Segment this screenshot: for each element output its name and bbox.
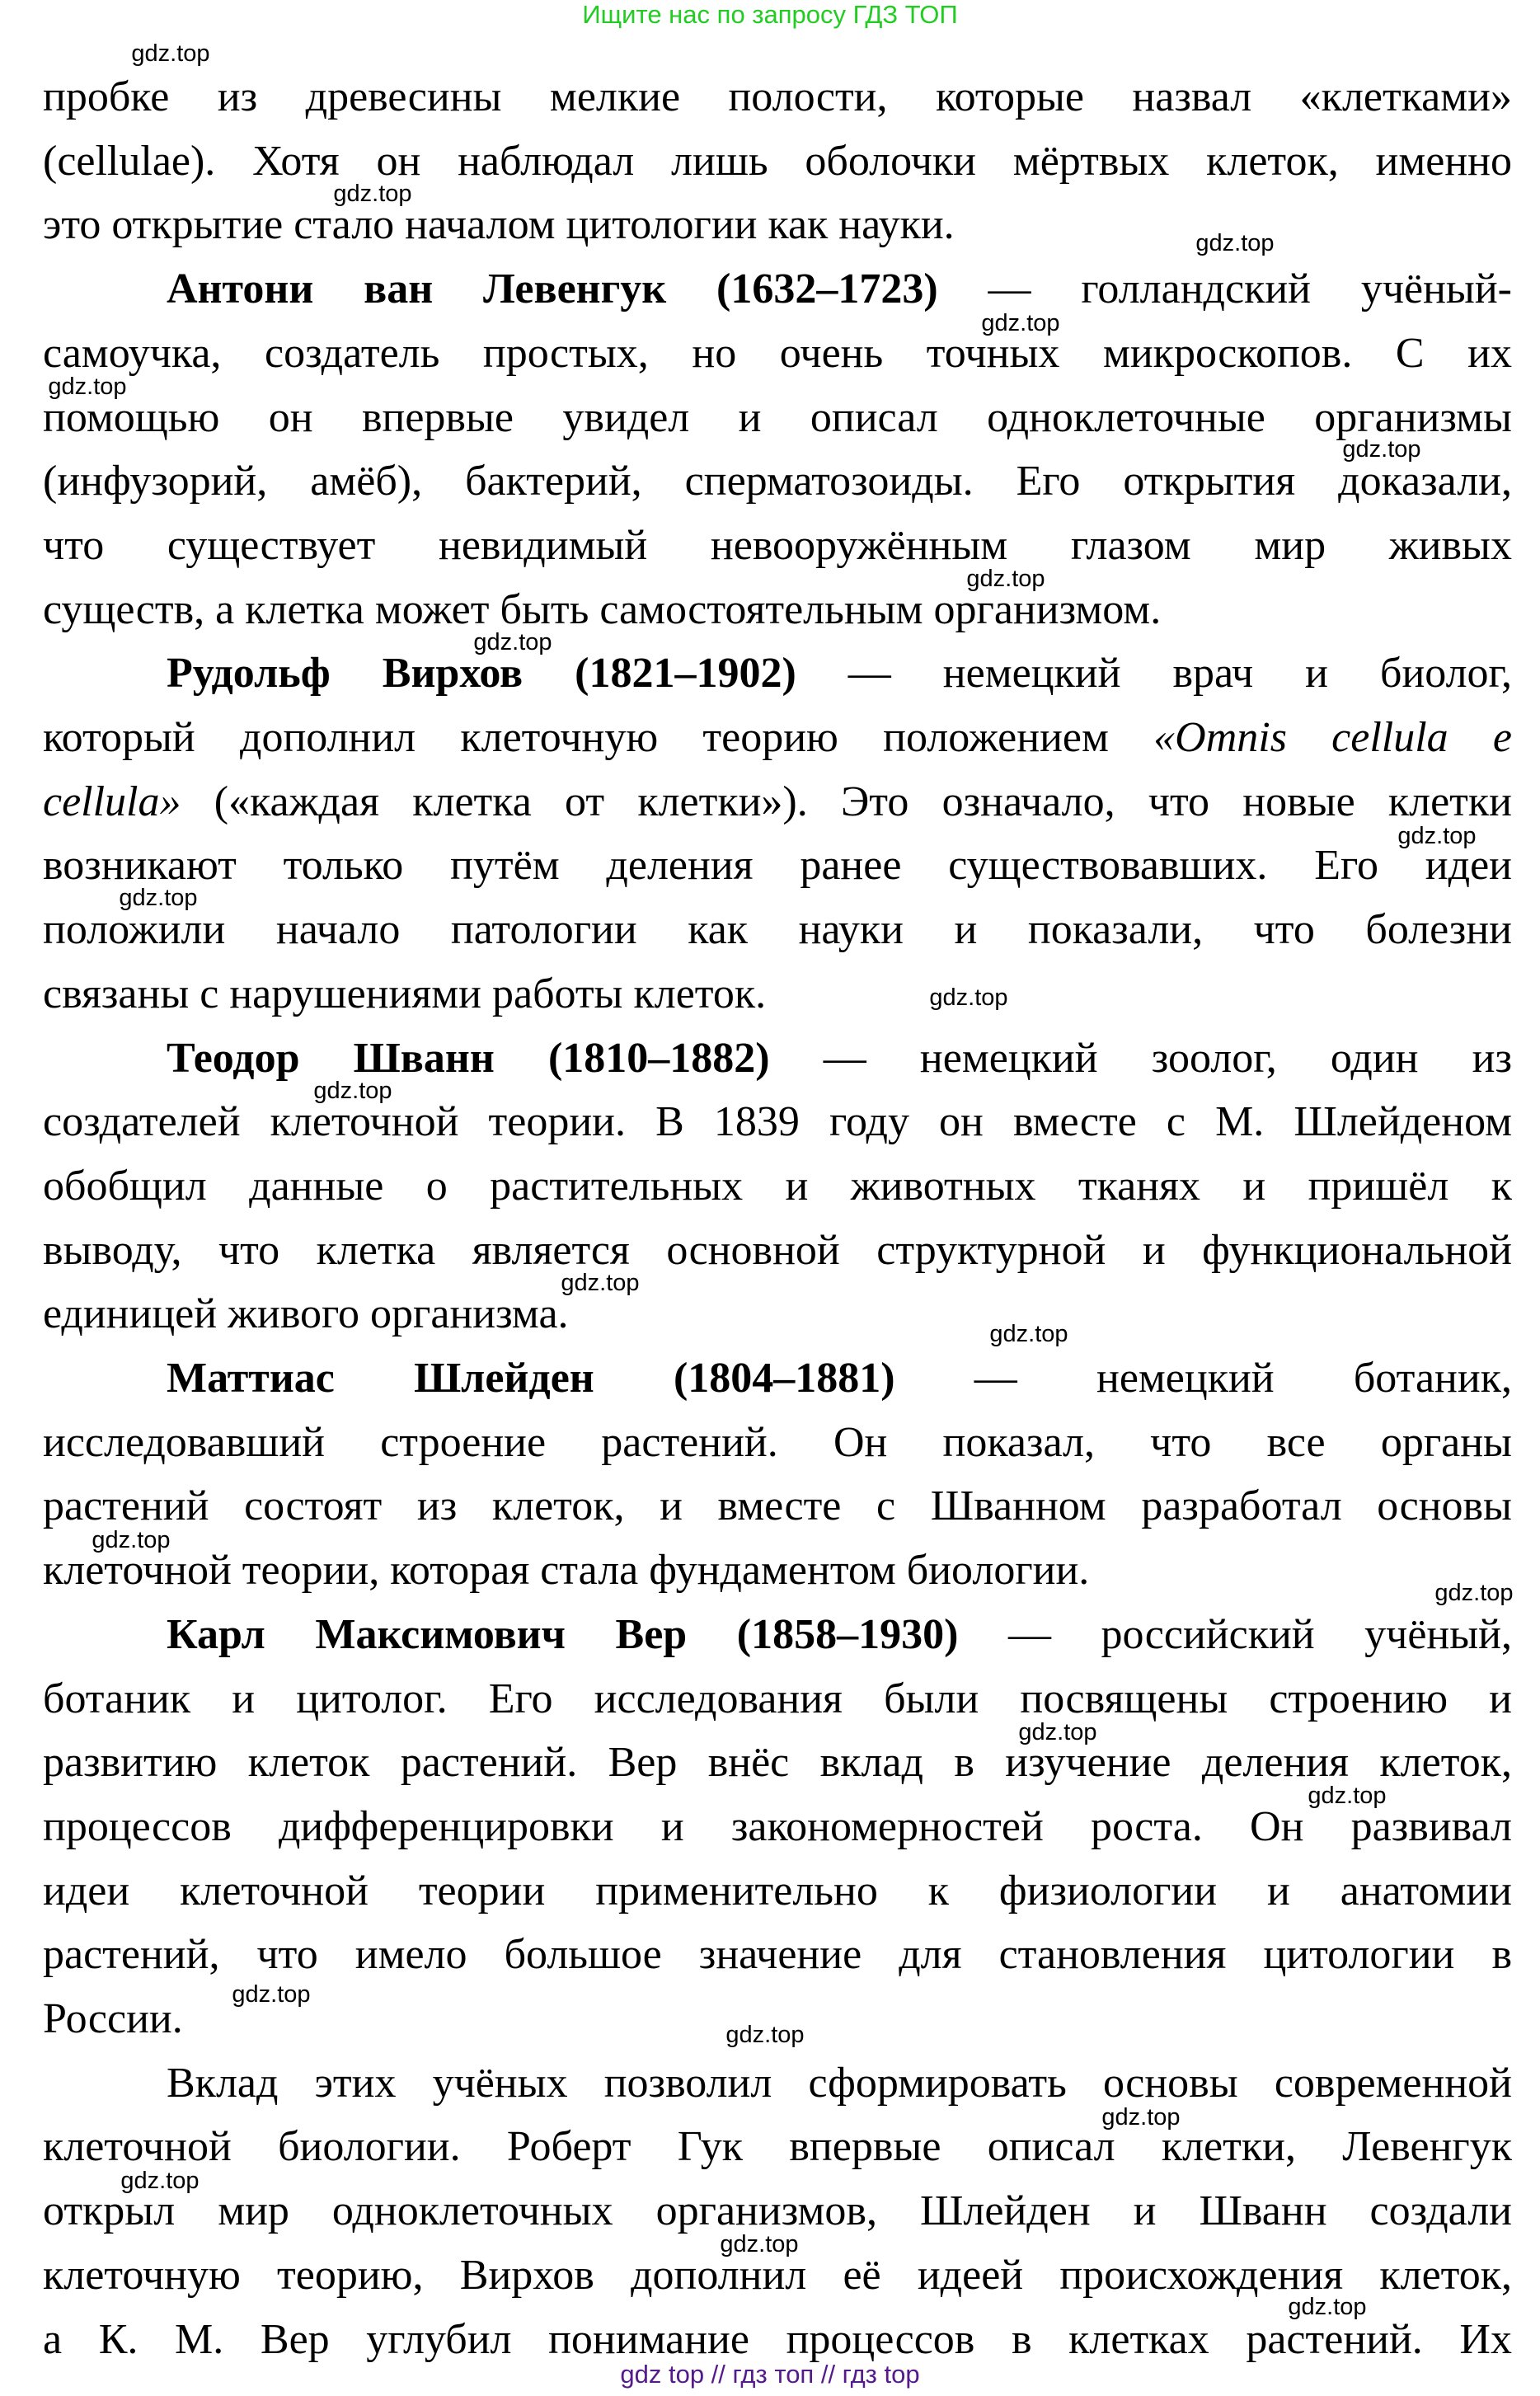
text-segment: — немецкий ботаник, (894, 1355, 1512, 1402)
text-segment: клеточной биологии. Роберт Гук впервые описал клетки, Левенгук (43, 2123, 1512, 2171)
watermark-text: gdz.top (929, 984, 1008, 1011)
text-line (43, 1482, 1512, 1531)
text-segment: — голландский учёный- (937, 265, 1512, 313)
text-line (43, 329, 1512, 378)
watermark-text: gdz.top (119, 885, 198, 911)
text-segment: помощью он впервые увидел и описал одноклеточные организмы (43, 393, 1512, 441)
text-line (43, 521, 1512, 571)
text-segment: cellula» (43, 778, 181, 825)
text-segment: выводу, что клетка является основной структурной и функциональной (43, 1226, 1512, 1274)
watermark-text: gdz.top (92, 1527, 171, 1553)
text-line (167, 1610, 1512, 1660)
text-line (43, 1867, 1512, 1916)
text-segment: открыл мир одноклеточных организмов, Шлейден и Шванн создали (43, 2187, 1512, 2235)
watermark-text: gdz.top (1434, 1580, 1514, 1606)
text-segment: обобщил данные о растительных и животных тканях и пришёл к (43, 1162, 1512, 1210)
text-segment: растений, что имело большое значение для становления цитологии в (43, 1931, 1512, 1979)
text-segment: идеи клеточной теории применительно к физиологии и анатомии (43, 1867, 1512, 1914)
text-segment: «Omnis cellula e (1153, 714, 1513, 761)
text-line (43, 200, 1512, 250)
text-segment: клеточную теорию, Вирхов дополнил её идеей происхождения клеток, (43, 2251, 1512, 2299)
watermark-text: gdz.top (48, 373, 127, 400)
text-segment: («каждая клетка от клетки»). Это означало, что новые клетки (181, 778, 1512, 825)
watermark-text: gdz.top (1342, 436, 1421, 463)
watermark-text: gdz.top (1308, 1783, 1387, 1809)
text-segment: что существует невидимый невооружённым глазом мир живых (43, 521, 1512, 569)
watermark-text: gdz.top (1018, 1719, 1097, 1745)
scientist-name: Антони ван Левенгук (1632–1723) (167, 265, 938, 313)
watermark-text: gdz.top (966, 566, 1045, 592)
text-line (43, 2187, 1512, 2236)
watermark-text: gdz.top (313, 1078, 392, 1104)
text-line (43, 1097, 1512, 1147)
text-segment: положили начало патологии как науки и показали, что болезни (43, 906, 1512, 954)
text-line (167, 1034, 1512, 1083)
text-line (43, 1418, 1512, 1468)
scientist-name: Теодор Шванн (1810–1882) (167, 1034, 770, 1082)
text-line (43, 713, 1512, 763)
text-segment: процессов дифференцировки и закономерностей роста. Он развивал (43, 1802, 1512, 1850)
watermark-text: gdz.top (1397, 823, 1477, 849)
text-segment: России. (43, 1995, 183, 2042)
text-line (43, 2122, 1512, 2172)
text-line (43, 73, 1512, 122)
text-line (43, 1546, 1512, 1595)
text-line (43, 970, 1512, 1019)
text-line (43, 2315, 1512, 2365)
text-segment: (инфузорий, амёб), бактерий, сперматозоиды. Его открытия доказали, (43, 458, 1512, 505)
text-segment: создателей клеточной теории. В 1839 году он вместе с М. Шлейденом (43, 1098, 1512, 1146)
text-segment: а К. М. Вер углубил понимание процессов в клетках растений. Их (43, 2315, 1512, 2363)
text-line (167, 649, 1512, 698)
text-segment: (cellulae). Хотя он наблюдал лишь оболочки мёртвых клеток, именно (43, 137, 1512, 185)
text-line (167, 2059, 1512, 2108)
text-line (43, 1802, 1512, 1852)
text-line (43, 1290, 1512, 1339)
text-segment: возникают только путём деления ранее существовавших. Его идеи (43, 842, 1512, 890)
scientist-name: Маттиас Шлейден (1804–1881) (167, 1355, 895, 1402)
text-segment: — немецкий врач и биолог, (796, 650, 1513, 698)
text-line (43, 778, 1512, 827)
scientist-name: Рудольф Вирхов (1821–1902) (167, 650, 796, 698)
text-segment: исследовавший строение растений. Он показал, что все органы (43, 1418, 1512, 1466)
text-line (43, 2251, 1512, 2300)
text-segment: растений состоят из клеток, и вместе с Шванном разработал основы (43, 1482, 1512, 1530)
watermark-text: gdz.top (333, 181, 412, 207)
text-line (43, 905, 1512, 955)
text-segment: Вклад этих учёных позволил сформировать основы современной (167, 2059, 1512, 2107)
text-segment: самоучка, создатель простых, но очень точных микроскопов. С их (43, 329, 1512, 377)
text-segment: связаны с нарушениями работы клеток. (43, 970, 767, 1017)
search-banner: Ищите нас по запросу ГДЗ ТОП (582, 0, 958, 29)
text-segment: это открытие стало началом цитологии как науки. (43, 201, 955, 249)
watermark-text: gdz.top (1195, 230, 1275, 256)
watermark-text: gdz.top (561, 1270, 640, 1296)
footer-watermark: gdz top // гдз топ // гдз top (620, 2360, 920, 2389)
watermark-text: gdz.top (981, 310, 1060, 336)
text-line (43, 1738, 1512, 1788)
text-segment: пробке из древесины мелкие полости, которые назвал «клетками» (43, 73, 1512, 120)
watermark-text: gdz.top (120, 2168, 200, 2194)
watermark-text: gdz.top (232, 1981, 311, 2008)
text-line (43, 1930, 1512, 1980)
watermark-text: gdz.top (1288, 2294, 1367, 2320)
watermark-text: gdz.top (131, 40, 210, 67)
text-line (43, 585, 1512, 635)
text-line (167, 265, 1512, 314)
text-line (43, 841, 1512, 890)
text-segment: развитию клеток растений. Вер внёс вклад в изучение деления клеток, (43, 1739, 1512, 1787)
text-segment: — немецкий зоолог, один из (769, 1034, 1513, 1082)
text-line (43, 137, 1512, 186)
text-line (167, 1354, 1512, 1403)
text-segment: ботаник и цитолог. Его исследования были посвящены строению и (43, 1675, 1512, 1722)
text-line (43, 1226, 1512, 1276)
text-segment: который дополнил клеточную теорию положением (43, 714, 1154, 761)
scientist-name: Карл Максимович Вер (1858–1930) (167, 1610, 959, 1658)
text-line (43, 1675, 1512, 1724)
text-line (43, 457, 1512, 506)
text-segment: единицей живого организма. (43, 1290, 569, 1338)
watermark-text: gdz.top (725, 2022, 805, 2048)
text-line (43, 393, 1512, 443)
watermark-text: gdz.top (473, 629, 552, 655)
text-line (43, 1162, 1512, 1211)
text-segment: существ, а клетка может быть самостоятельным организмом. (43, 585, 1162, 633)
text-segment: клеточной теории, которая стала фундаментом биологии. (43, 1547, 1090, 1595)
watermark-text: gdz.top (720, 2231, 799, 2257)
text-segment: — российский учёный, (958, 1610, 1513, 1658)
watermark-text: gdz.top (989, 1321, 1068, 1347)
watermark-text: gdz.top (1101, 2104, 1181, 2131)
